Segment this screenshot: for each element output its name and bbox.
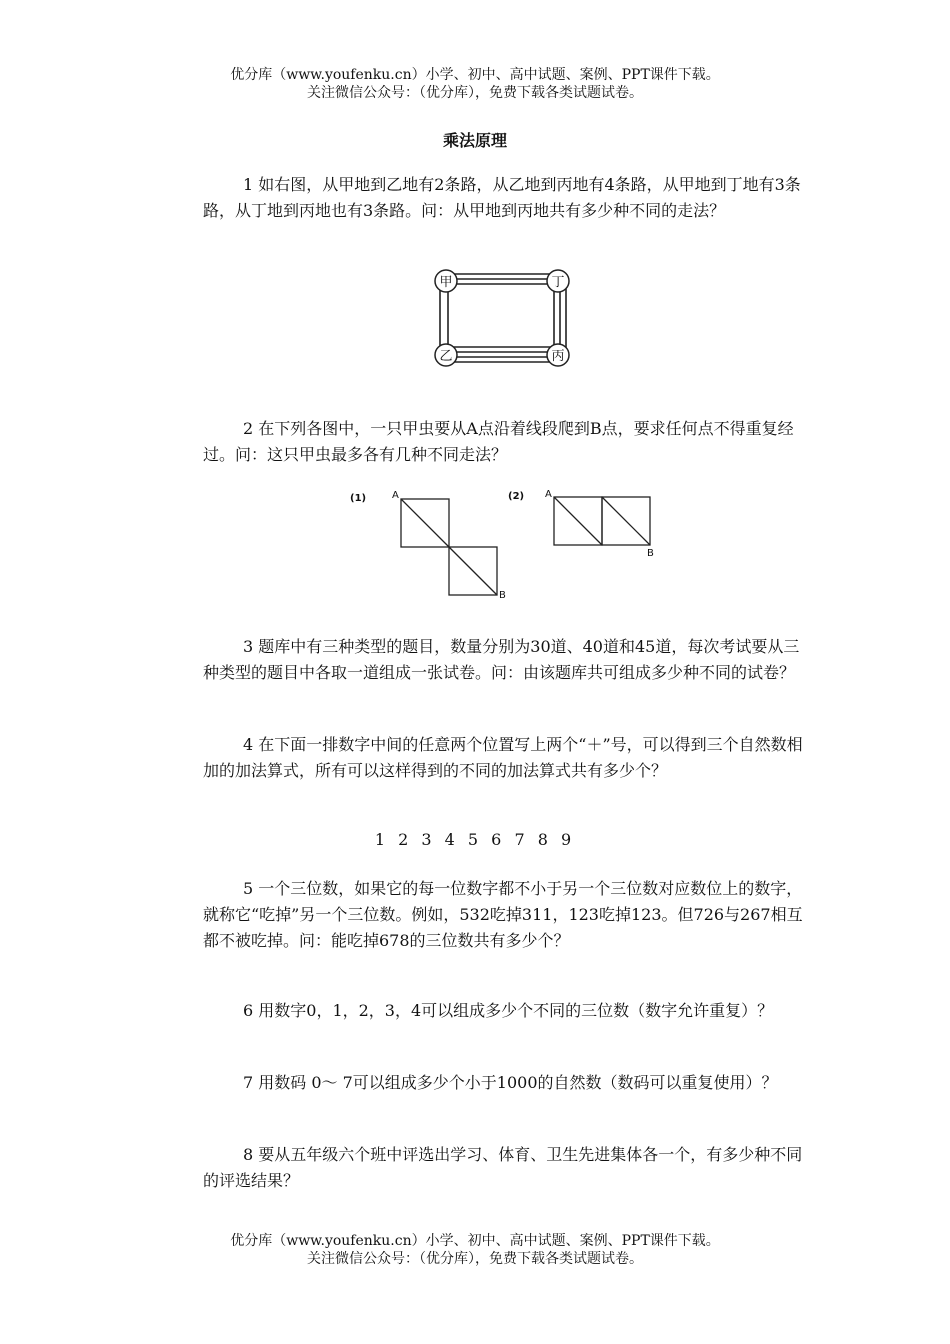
fig2-label: (2): [508, 491, 525, 502]
digits-row: 1 2 3 4 5 6 7 8 9: [374, 830, 576, 849]
node-jia-label: 甲: [439, 275, 453, 290]
fig2-diagonal-left: [554, 497, 602, 545]
fig1-label: (1): [350, 493, 367, 504]
footer-line-1: 优分库（www.youfenku.cn）小学、初中、高中试题、案例、PPT课件下载。: [230, 1233, 720, 1249]
roads-diagram: [430, 264, 580, 372]
question-5: 5 一个三位数，如果它的每一位数字都不小于另一个三位数对应数位上的数字，就称它“吃掉”另一个三位数。例如，532吃掉311，123吃掉123。但726与267相互都不被吃掉。问：能吃掉678的三位数共有多少个？: [203, 879, 803, 950]
question-1: 1 如右图，从甲地到乙地有2条路，从乙地到丙地有4条路，从甲地到丁地有3条路，从丁地到丙地也有3条路。问：从甲地到丙地共有多少种不同的走法？: [203, 175, 801, 220]
fig1-point-b: B: [499, 590, 506, 601]
fig1-diagonal-bottom: [449, 547, 497, 595]
fig2-point-b: B: [647, 548, 654, 559]
question-2: 2 在下列各图中，一只甲虫要从A点沿着线段爬到B点，要求任何点不得重复经过。问：这只甲虫最多各有几种不同走法？: [203, 419, 794, 464]
node-ding-label: 丁: [551, 275, 565, 290]
page-header: [0, 66, 950, 102]
page-title: 乘法原理: [442, 131, 507, 150]
footer-line-2: 关注微信公众号：（优分库），免费下载各类试题试卷。: [307, 1251, 643, 1267]
question-4: 4 在下面一排数字中间的任意两个位置写上两个“＋”号，可以得到三个自然数相加的加法算式，所有可以这样得到的不同的加法算式共有多少个？: [203, 735, 803, 780]
question-7: 7 用数码 0～ 7可以组成多少个小于1000的自然数（数码可以重复使用）？: [243, 1073, 778, 1092]
fig2-point-a: A: [545, 489, 552, 500]
question-3: 3 题库中有三种类型的题目，数量分别为30道、40道和45道，每次考试要从三种类型的题目中各取一道组成一张试卷。问：由该题库共可组成多少种不同的试卷？: [203, 637, 800, 682]
header-line-1: 优分库（www.youfenku.cn）小学、初中、高中试题、案例、PPT课件下载。: [230, 67, 720, 83]
fig2-diagonal-right: [602, 497, 650, 545]
beetle-paths-diagram: [340, 484, 670, 604]
header-line-2: 关注微信公众号：（优分库），免费下载各类试题试卷。: [307, 85, 643, 101]
node-yi-label: 乙: [439, 349, 453, 364]
fig1-diagonal-top: [401, 499, 449, 547]
question-8: 8 要从五年级六个班中评选出学习、体育、卫生先进集体各一个，有多少种不同的评选结果？: [203, 1145, 803, 1190]
node-bing-label: 丙: [551, 349, 565, 364]
question-6: 6 用数字0，1，2，3，4可以组成多少个不同的三位数（数字允许重复）？: [243, 1001, 774, 1020]
page-footer: [0, 1232, 950, 1268]
fig1-point-a: A: [392, 490, 399, 501]
